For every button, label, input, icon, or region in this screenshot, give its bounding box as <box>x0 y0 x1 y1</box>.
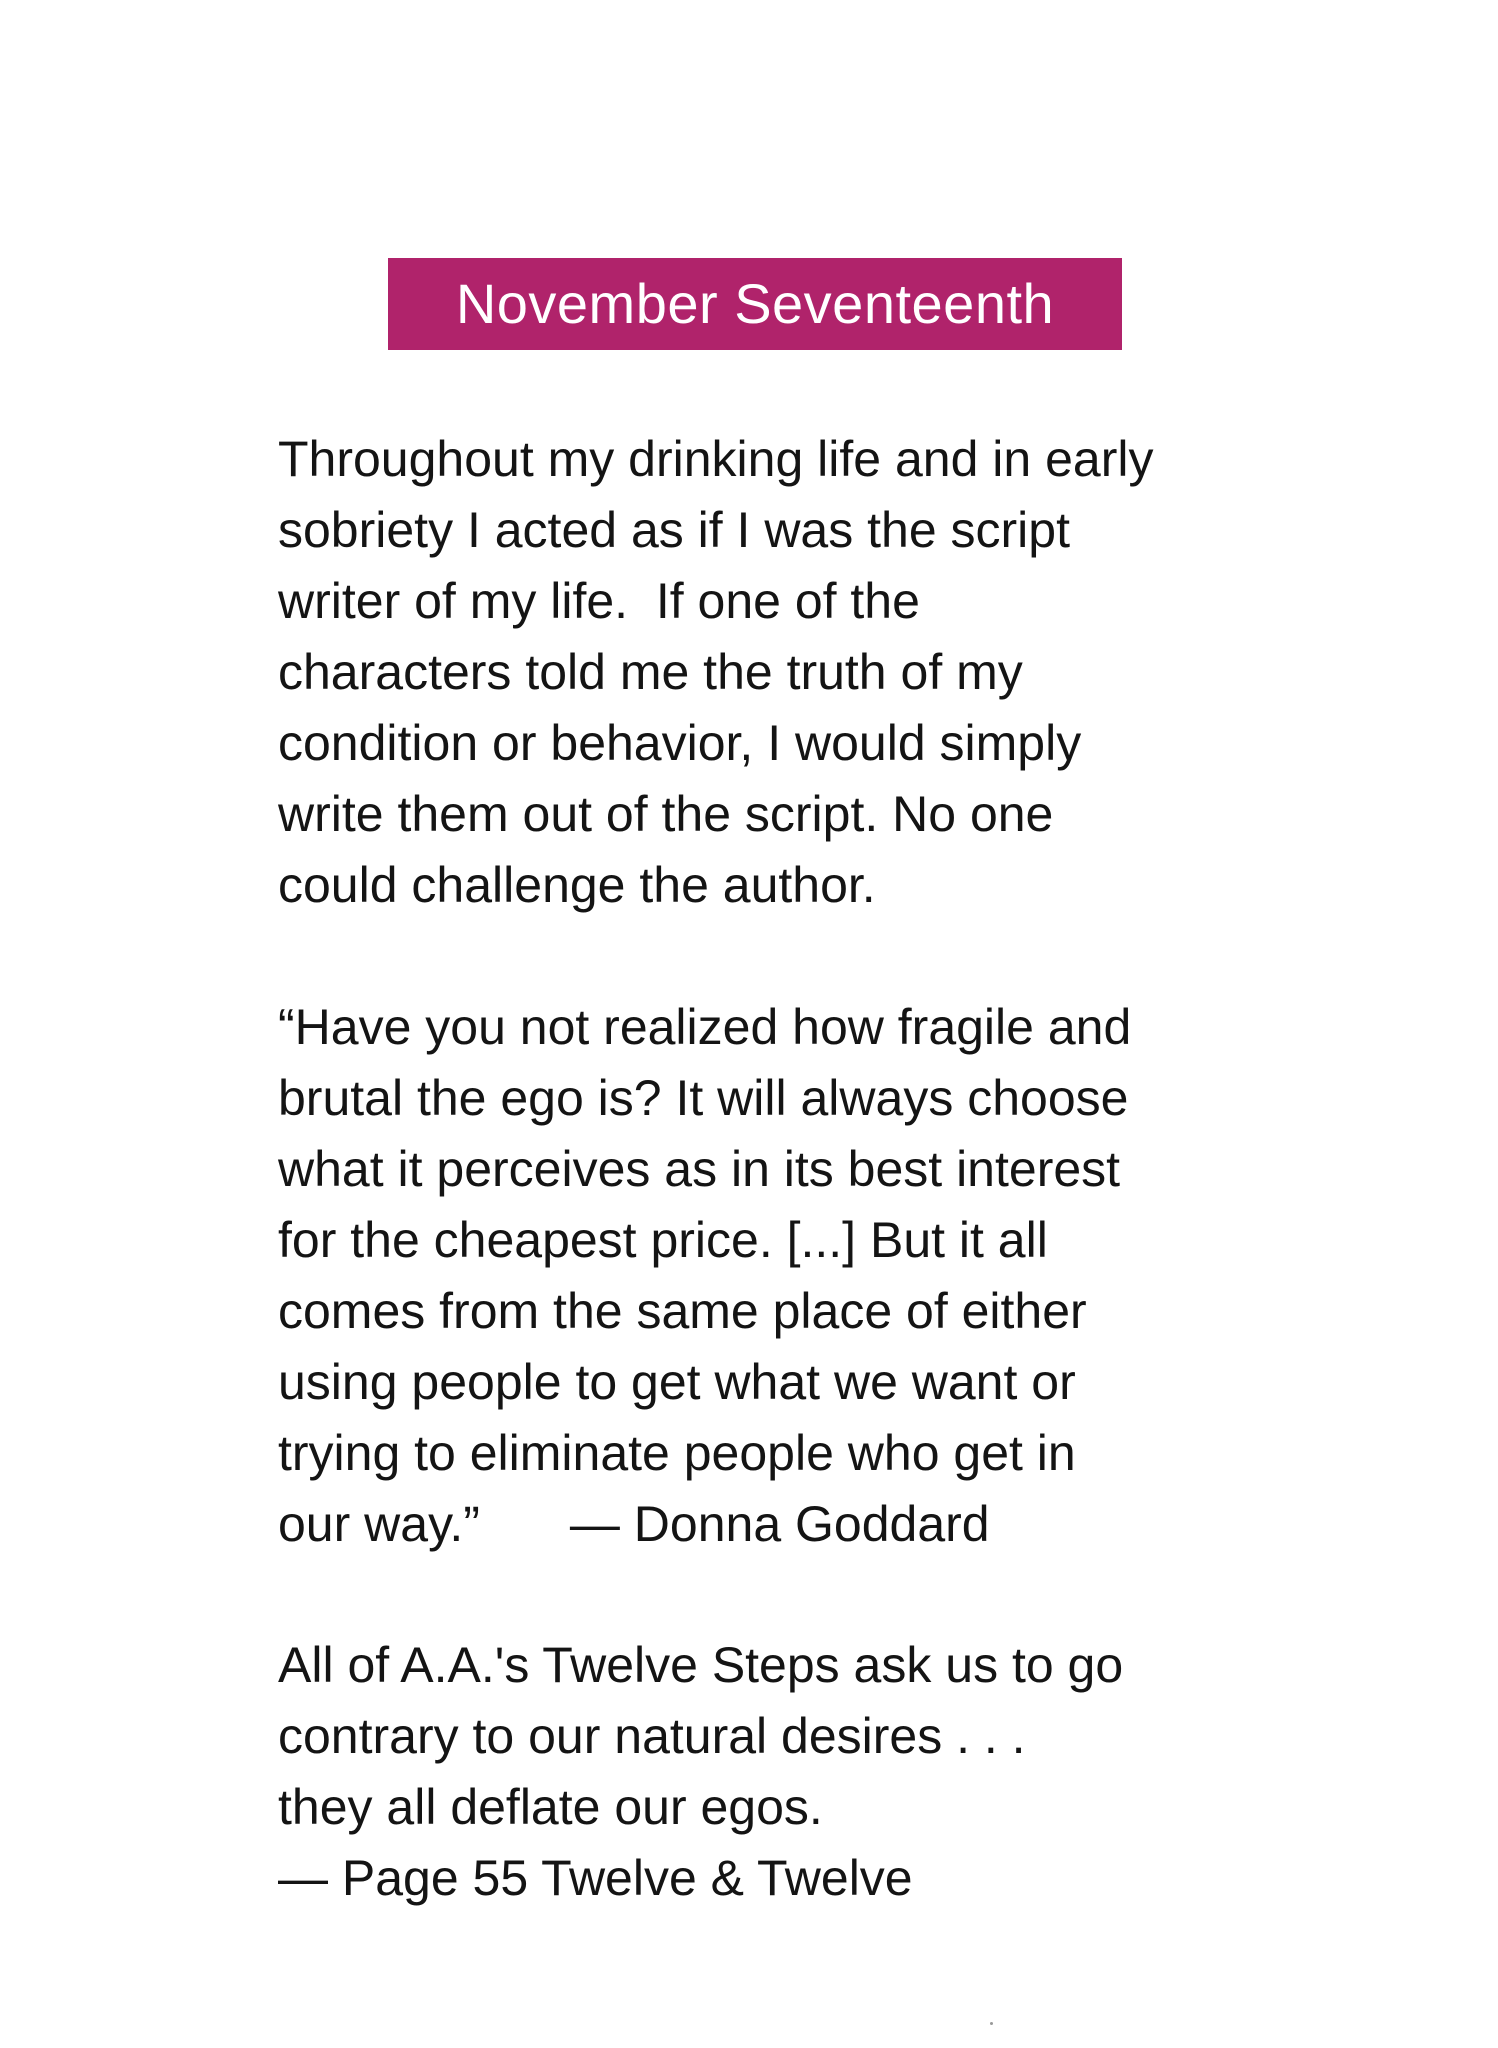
quote-line: for the cheapest price. [...] But it all <box>278 1212 1048 1268</box>
closing-line: All of A.A.'s Twelve Steps ask us to go <box>278 1637 1124 1693</box>
reflection-line: condition or behavior, I would simply <box>278 715 1082 771</box>
reflection-line: characters told me the truth of my <box>278 644 1023 700</box>
reflection-line: Throughout my drinking life and in early <box>278 431 1154 487</box>
quote-line: trying to eliminate people who get in <box>278 1425 1076 1481</box>
page-title: November Seventeenth <box>455 272 1055 335</box>
closing-line: contrary to our natural desires . . . <box>278 1708 1026 1764</box>
quote-line: what it perceives as in its best interest <box>278 1141 1121 1197</box>
quote-line: brutal the ego is? It will always choose <box>278 1070 1129 1126</box>
reflection-line: writer of my life. If one of the <box>278 573 920 629</box>
closing-paragraph <box>278 1630 1278 1914</box>
quote-ending: our way.” <box>278 1496 480 1552</box>
reflection-line: write them out of the script. No one <box>278 786 1054 842</box>
closing-source: — Page 55 Twelve & Twelve <box>278 1850 913 1906</box>
closing-line: they all deflate our egos. <box>278 1779 823 1835</box>
quote-line: using people to get what we want or <box>278 1354 1076 1410</box>
quote-last-line <box>278 1489 1278 1560</box>
quote-line: “Have you not realized how fragile and <box>278 999 1132 1055</box>
reflection-line: sobriety I acted as if I was the script <box>278 502 1070 558</box>
quote-paragraph <box>278 992 1278 1560</box>
scan-speck <box>990 2022 993 2025</box>
quote-line: comes from the same place of either <box>278 1283 1087 1339</box>
title-banner <box>388 258 1122 350</box>
reflection-line: could challenge the author. <box>278 857 876 913</box>
reflection-paragraph <box>278 424 1278 921</box>
quote-attribution: — Donna Goddard <box>569 1496 990 1552</box>
